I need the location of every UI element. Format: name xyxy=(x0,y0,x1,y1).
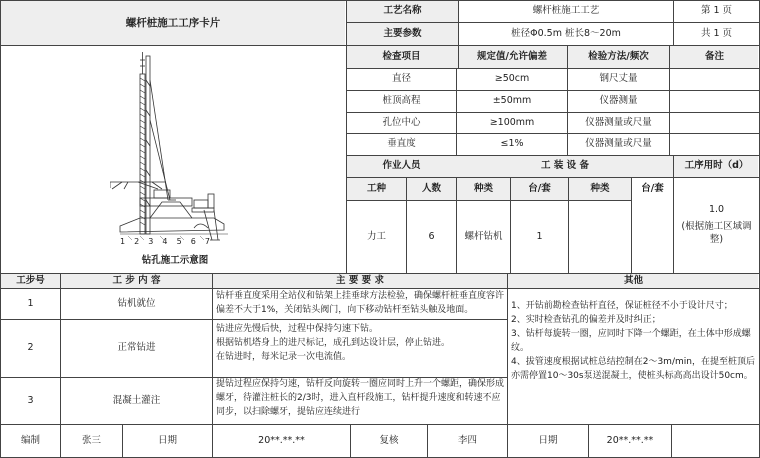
step-requirements xyxy=(216,323,504,365)
compiler-name: 张三 xyxy=(81,434,101,446)
requirement-line: 钻进应先慢后快，过程中保持匀速下钻。 xyxy=(216,324,379,334)
inspection-item: 孔位中心 xyxy=(382,116,421,128)
step-requirements xyxy=(216,378,504,420)
requirement-line: 在钻进时，每米记录一次电流值。 xyxy=(216,351,352,362)
duration-value: 1.0 xyxy=(708,204,725,216)
inspection-method: 仪器测量 xyxy=(599,95,638,107)
part-number: 2 xyxy=(134,236,140,246)
sub-header-trade: 工种 xyxy=(366,182,386,194)
part-number: 4 xyxy=(162,236,168,246)
inspection-header-remark: 备注 xyxy=(704,50,724,62)
other-note: 4、拔管速度根据试桩总结控制在2～3m/min，在提至桩顶后亦需停置10～30s泵送混凝土，使桩头标高高出设计50cm。 xyxy=(511,356,755,381)
sub-header-sets: 台/套 xyxy=(528,182,551,194)
process-name-label: 工艺名称 xyxy=(383,5,422,17)
duration-note: (根据施工区域调整) xyxy=(681,221,752,245)
part-number: 1 xyxy=(120,236,126,246)
figure-part-numbers xyxy=(120,236,210,248)
date2-value: 20**.**.** xyxy=(606,434,654,446)
drilling-rig-diagram xyxy=(110,50,250,250)
requirement-line: 根据钻机塔身上的进尺标记，成孔到达设计层，停止钻进。 xyxy=(216,337,451,348)
sub-header-type-2: 种类 xyxy=(590,182,610,194)
requirement-line: 提钻过程应保持匀速，钻杆反向旋转一圈应同时上升一个螺距，确保形成螺牙，待灌注桩长的2/3时，进入直杆段施工，钻杆提升速度和转速不应同步，以扫除螺牙，提钻应连续进行 xyxy=(216,379,505,417)
inspection-header-method: 检验方法/频次 xyxy=(588,50,649,62)
step-content: 钻机就位 xyxy=(117,297,156,309)
steps-header-content: 工 步 内 容 xyxy=(112,274,161,286)
figure-caption: 钻孔施工示意图 xyxy=(141,254,209,266)
personnel-label: 作业人员 xyxy=(382,160,421,172)
sub-header-type: 种类 xyxy=(473,182,493,194)
step-requirements xyxy=(216,290,504,318)
inspection-spec: ±50mm xyxy=(492,95,532,107)
steps-header-requirements: 主 要 要 求 xyxy=(336,274,384,286)
step-number: 3 xyxy=(27,394,34,406)
date-label: 日期 xyxy=(157,434,177,446)
equipment-sets-2-value xyxy=(632,201,673,273)
inspection-item: 直径 xyxy=(391,73,411,85)
other-notes xyxy=(511,300,755,384)
inspection-header-item: 检查项目 xyxy=(382,50,421,62)
inspection-item: 桩顶高程 xyxy=(382,95,421,107)
equipment-type-2-value xyxy=(569,201,631,273)
sub-header-sets-2: 台/套 xyxy=(641,182,664,194)
auger-spiral xyxy=(140,78,145,225)
date2-label: 日期 xyxy=(538,434,558,446)
main-params-label: 主要参数 xyxy=(383,27,422,39)
part-number: 3 xyxy=(148,236,154,246)
equipment-type-value: 螺杆钻机 xyxy=(464,230,503,242)
reviewer-name: 李四 xyxy=(457,434,477,446)
sub-header-count: 人数 xyxy=(421,182,441,194)
requirement-line: 钻杆垂直度采用全站仪和钻架上挂垂球方法检验，确保螺杆桩垂直度容许偏差不大于1%，关闭钻头阀门，向下移动钻杆至钻头触及地面。 xyxy=(216,291,505,315)
part-number: 5 xyxy=(176,236,182,246)
inspection-method: 钢尺丈量 xyxy=(599,73,638,85)
step-content: 正常钻进 xyxy=(117,342,156,354)
inspection-method: 仪器测量或尺量 xyxy=(585,116,652,128)
page-total: 共 1 页 xyxy=(700,27,733,39)
equipment-label: 工 装 设 备 xyxy=(541,160,589,172)
trade-value: 力工 xyxy=(366,230,386,242)
step-number: 1 xyxy=(27,297,34,309)
inspection-method: 仪器测量或尺量 xyxy=(585,138,652,150)
duration-label: 工序用时（d） xyxy=(684,160,749,172)
process-name-value: 螺杆桩施工工艺 xyxy=(532,5,600,17)
steps-header-no: 工步号 xyxy=(16,274,45,286)
inspection-spec: ≤1% xyxy=(500,138,524,150)
page-number: 第 1 页 xyxy=(700,5,733,17)
inspection-spec: ≥50cm xyxy=(494,73,530,85)
duration-cell xyxy=(680,178,753,273)
part-number: 6 xyxy=(190,236,196,246)
main-params-value: 桩径Φ0.5m 桩长8～20m xyxy=(511,27,621,39)
other-note: 2、实时检查钻孔的偏差并及时纠正； xyxy=(511,314,661,325)
count-value: 6 xyxy=(428,230,435,242)
step-number: 2 xyxy=(27,342,34,354)
part-number: 7 xyxy=(204,236,210,246)
step-content: 混凝土灌注 xyxy=(112,394,161,406)
equipment-sets-value: 1 xyxy=(536,230,543,242)
other-note: 3、钻杆每旋转一圈，应同时下降一个螺距，在土体中形成螺纹。 xyxy=(511,328,751,353)
inspection-item: 垂直度 xyxy=(387,138,416,150)
steps-header-other: 其他 xyxy=(623,274,643,286)
inspection-spec: ≥100mm xyxy=(489,116,535,128)
inspection-header-spec: 规定值/允许偏差 xyxy=(477,50,547,62)
date-value: 20**.**.** xyxy=(258,434,305,446)
other-note: 1、开钻前勘检查钻杆直径，保证桩径不小于设计尺寸； xyxy=(511,301,733,311)
card-title: 螺杆桩施工工序卡片 xyxy=(125,16,221,29)
compiler-label: 编制 xyxy=(20,434,40,446)
rig-mast xyxy=(140,74,145,234)
reviewer-label: 复核 xyxy=(379,434,399,446)
